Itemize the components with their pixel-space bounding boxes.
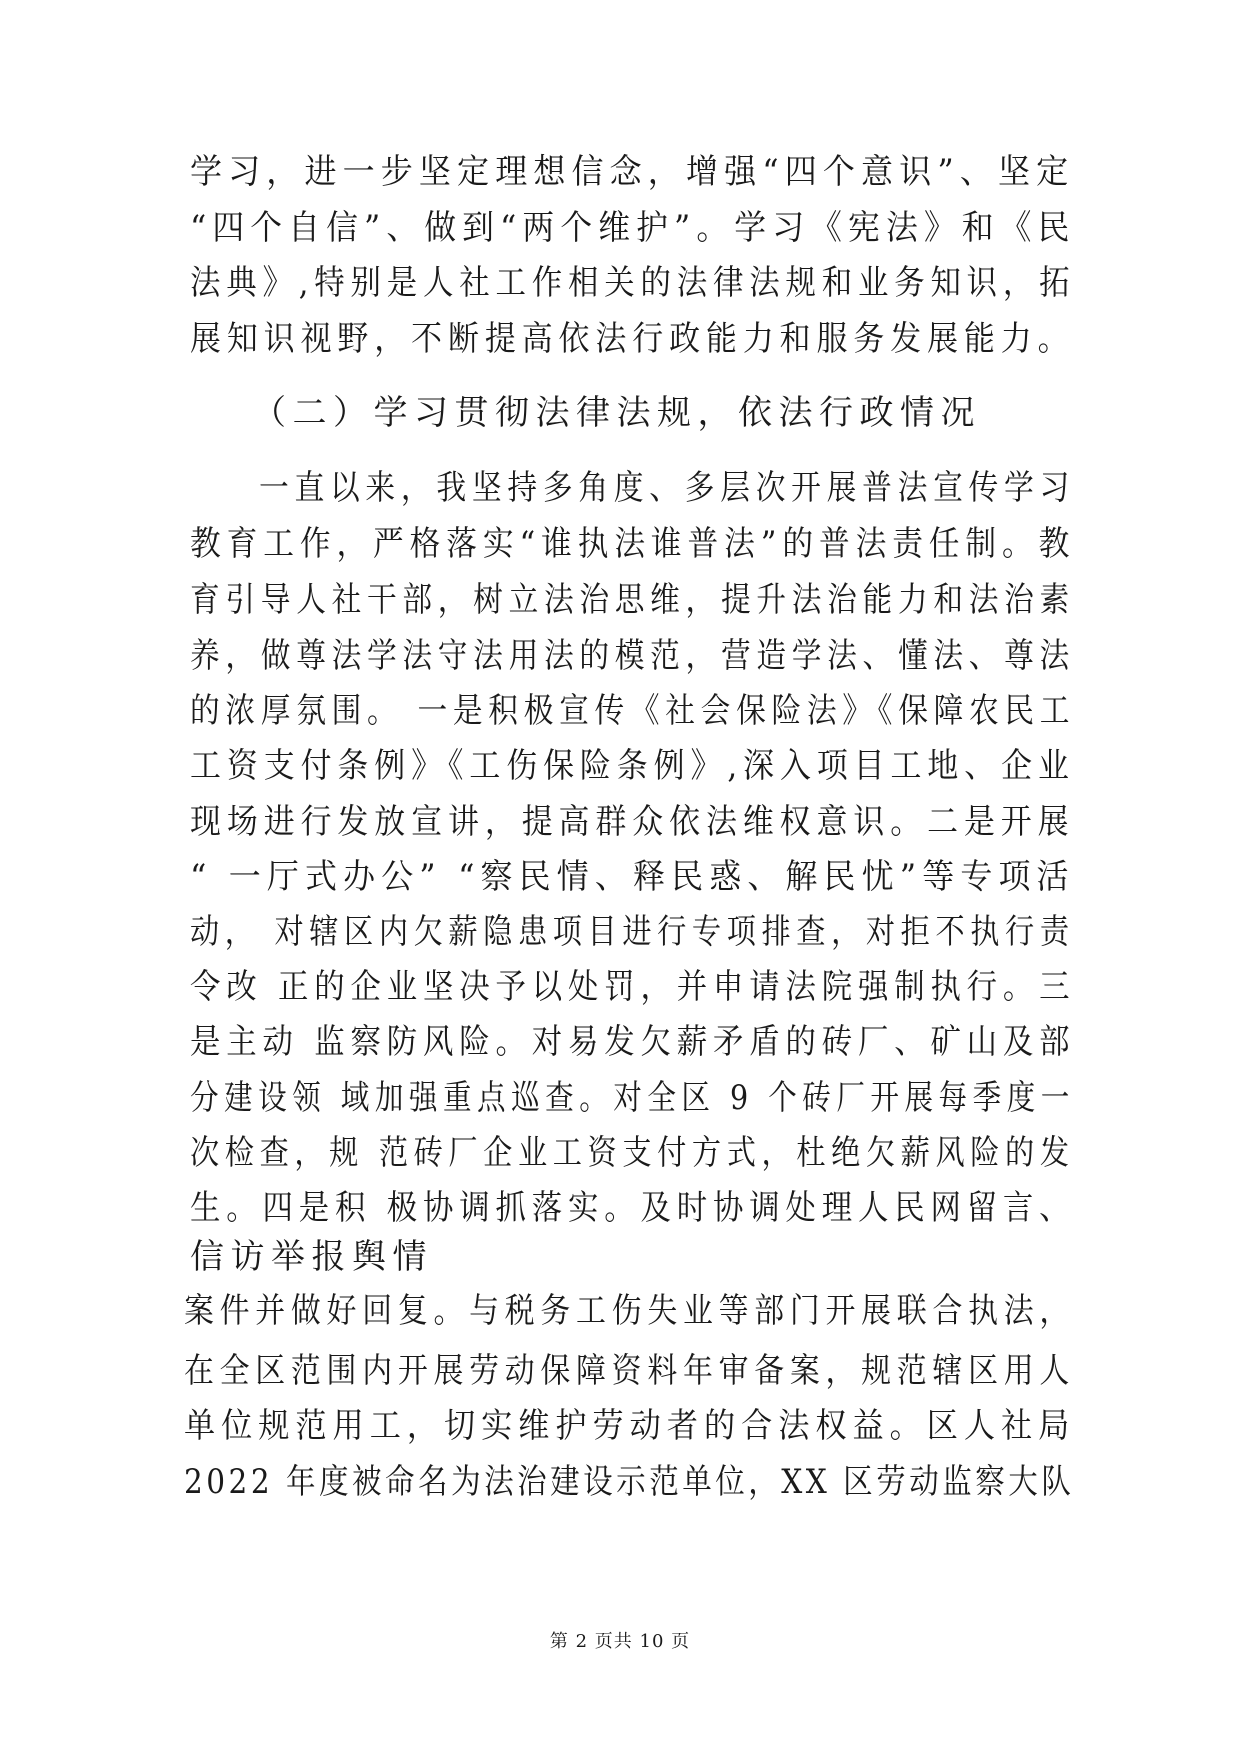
- paragraph-2-line-8: “ 一厅式办公” “察民情、释民惑、解民忧”等专项活: [190, 857, 1075, 897]
- paragraph-2-line-10: 令改 正的企业坚决予以处罚，并申请法院强制执行。三: [190, 967, 1076, 1007]
- paragraph-2-line-3: 育引导人社干部，树立法治思维，提升法治能力和法治素: [190, 580, 1075, 620]
- section-heading: （二）学习贯彻法律法规，依法行政情况: [252, 393, 981, 433]
- paragraph-1-line-4: 展知识视野，不断提高依法行政能力和服务发展能力。: [190, 319, 1075, 359]
- paragraph-1-line-2: “四个自信”、做到“两个维护”。学习《宪法》和《民: [190, 208, 1076, 248]
- paragraph-2-line-16: 案件并做好回复。与税务工伤失业等部门开展联合执法，: [184, 1291, 1075, 1331]
- paragraph-1-line-3: 法典》,特别是人社工作相关的法律法规和业务知识，拓: [190, 263, 1076, 303]
- paragraph-2-line-12: 分建设领 域加强重点巡查。对全区 9 个砖厂开展每季度一: [190, 1078, 1075, 1118]
- paragraph-2-line-19: 2022 年度被命名为法治建设示范单位，XX 区劳动监察大队: [184, 1462, 1075, 1502]
- paragraph-2-line-17: 在全区范围内开展劳动保障资料年审备案，规范辖区用人: [184, 1351, 1075, 1391]
- paragraph-2-line-4: 养，做尊法学法守法用法的模范，营造学法、懂法、尊法: [190, 636, 1075, 676]
- paragraph-2-line-9: 动， 对辖区内欠薪隐患项目进行专项排查，对拒不执行责: [190, 912, 1075, 952]
- paragraph-2-line-6: 工资支付条例》《工伤保险条例》,深入项目工地、企业: [190, 746, 1075, 786]
- paragraph-2-line-11: 是主动 监察防风险。对易发欠薪矛盾的砖厂、矿山及部: [190, 1022, 1076, 1062]
- paragraph-2-line-5: 的浓厚氛围。 一是积极宣传《社会保险法》《保障农民工: [190, 691, 1076, 731]
- paragraph-2-line-14: 生。四是积 极协调抓落实。及时协调处理人民网留言、: [190, 1188, 1076, 1228]
- paragraph-2-line-2: 教育工作，严格落实“谁执法谁普法”的普法责任制。教: [190, 524, 1076, 564]
- paragraph-1-line-1: 学习，进一步坚定理想信念，增强“四个意识”、坚定: [190, 152, 1075, 192]
- paragraph-2-line-7: 现场进行发放宣讲，提高群众依法维权意识。二是开展: [190, 802, 1075, 842]
- paragraph-2-line-15: 信访举报舆情: [190, 1237, 433, 1277]
- paragraph-2-line-13: 次检查，规 范砖厂企业工资支付方式，杜绝欠薪风险的发: [190, 1133, 1075, 1173]
- page-number-footer: 第 2 页共 10 页: [549, 1631, 691, 1652]
- paragraph-2-line-18: 单位规范用工，切实维护劳动者的合法权益。区人社局: [184, 1406, 1076, 1446]
- paragraph-2-line-1: 一直以来，我坚持多角度、多层次开展普法宣传学习: [259, 468, 1075, 508]
